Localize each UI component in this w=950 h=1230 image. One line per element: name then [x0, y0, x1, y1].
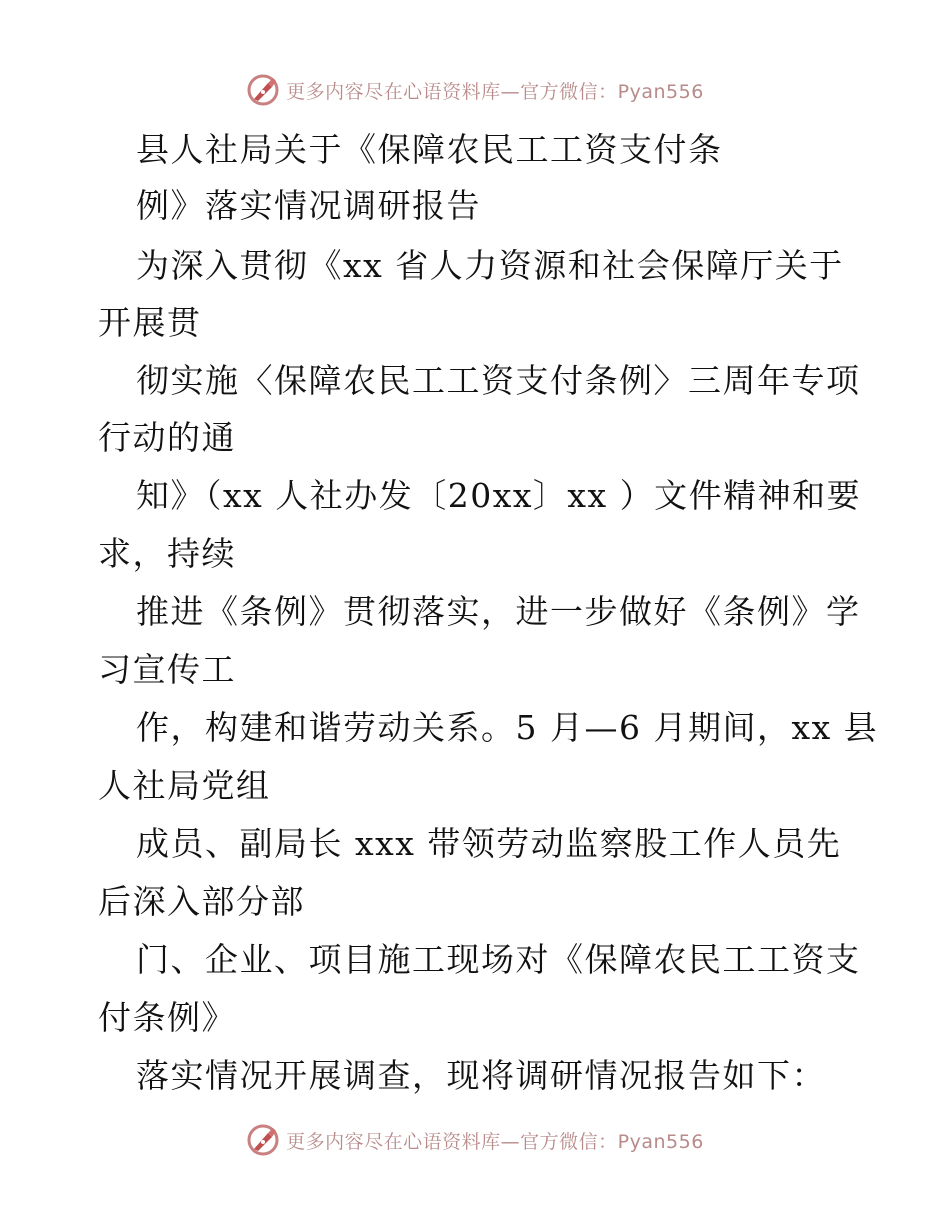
body-line: 习宣传工 — [98, 650, 236, 689]
body-line: 开展贯 — [98, 303, 202, 342]
footer-watermark — [0, 1120, 950, 1160]
body-line: 后深入部分部 — [98, 882, 305, 921]
body-line: 彻实施〈保障农民工工资支付条例〉三周年专项 — [136, 361, 861, 400]
body-line: 求，持续 — [98, 534, 236, 573]
body-line: 人社局党组 — [98, 766, 271, 805]
body-line: 行动的通 — [98, 418, 236, 457]
header-watermark — [0, 70, 950, 110]
body-line: 门、企业、项目施工现场对《保障农民工工资支 — [136, 940, 861, 979]
body-line: 付条例》 — [98, 998, 236, 1037]
body-line: 成员、副局长 xxx 带领劳动监察股工作人员先 — [136, 824, 842, 863]
watermark-text: 更多内容尽在心语资料库—官方微信：Pyan556 — [286, 80, 704, 103]
body-line: 推进《条例》贯彻落实，进一步做好《条例》学 — [136, 592, 861, 631]
title-line: 例》落实情况调研报告 — [136, 186, 481, 225]
body-line: 落实情况开展调查，现将调研情况报告如下： — [136, 1056, 826, 1095]
body-line: 知》（xx 人社办发〔20xx〕xx ）文件精神和要 — [136, 476, 862, 515]
pen-nib-logo-icon — [246, 73, 280, 107]
body-line: 为深入贯彻《xx 省人力资源和社会保障厅关于 — [136, 246, 844, 285]
body-line: 作，构建和谐劳动关系。5 月—6 月期间，xx 县 — [136, 708, 879, 747]
title-line: 县人社局关于《保障农民工工资支付条 — [136, 130, 723, 169]
watermark-text: 更多内容尽在心语资料库—官方微信：Pyan556 — [286, 1130, 704, 1153]
pen-nib-logo-icon — [246, 1123, 280, 1157]
